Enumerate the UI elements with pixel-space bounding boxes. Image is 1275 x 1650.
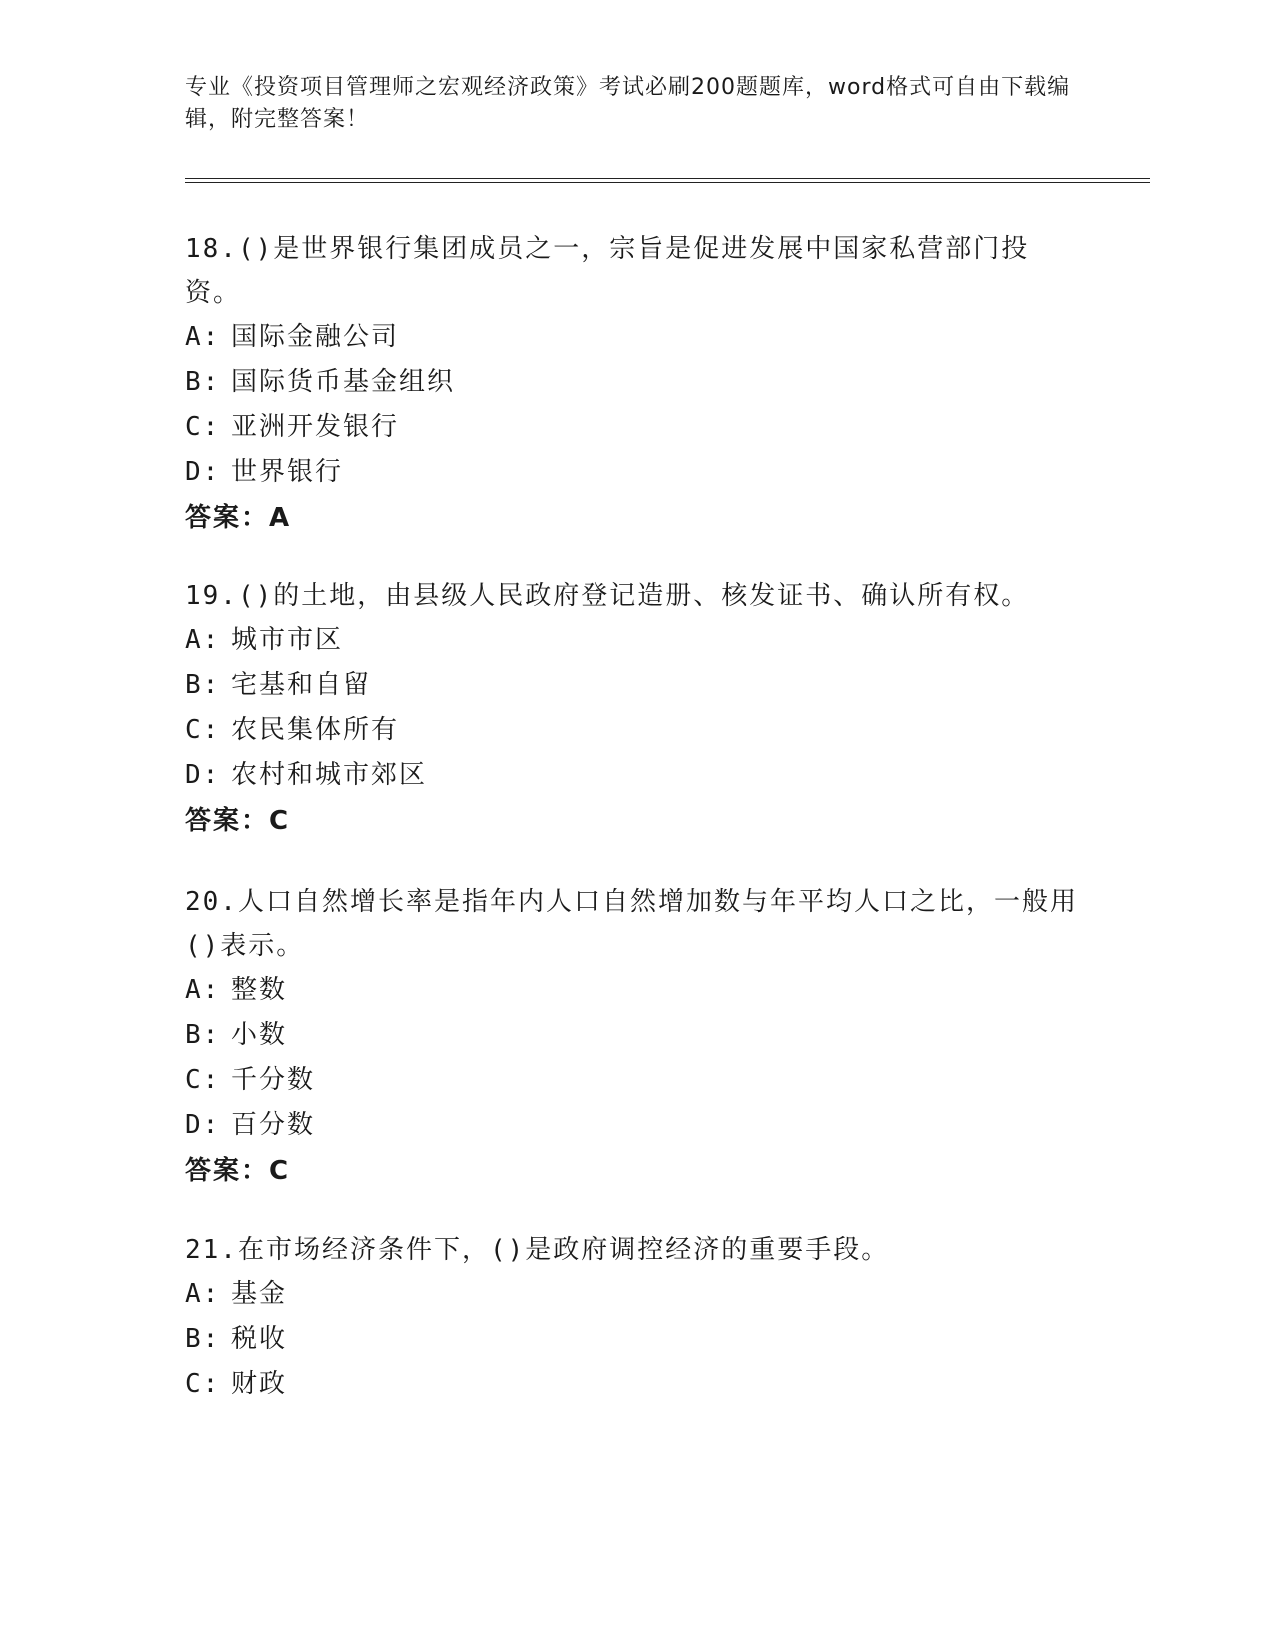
answer-label: 答案： <box>185 1156 270 1186</box>
option-letter: A: <box>185 1279 221 1309</box>
header-divider-bottom <box>185 182 1150 183</box>
option-c <box>185 405 1085 450</box>
option-letter: B: <box>185 367 221 397</box>
option-d <box>185 753 1085 798</box>
answer-value: C <box>269 806 289 836</box>
answer-value: C <box>269 1156 289 1186</box>
answer <box>185 798 1085 844</box>
answer <box>185 1148 1085 1194</box>
document-header: 专业《投资项目管理师之宏观经济政策》考试必刷200题题库，word格式可自由下载编辑，附完整答案！ <box>185 75 1071 132</box>
option-letter: D: <box>185 457 221 487</box>
option-letter: C: <box>185 1369 221 1399</box>
option-letter: C: <box>185 412 221 442</box>
option-text: 百分数 <box>231 1110 316 1140</box>
answer-value: A <box>269 503 290 533</box>
option-letter: B: <box>185 1020 221 1050</box>
option-text: 财政 <box>231 1369 288 1399</box>
option-b <box>185 1317 1085 1362</box>
question-stem: 18.()是世界银行集团成员之一，宗旨是促进发展中国家私营部门投资。 <box>185 234 1030 308</box>
header-divider-top <box>185 178 1150 179</box>
option-letter: C: <box>185 715 221 745</box>
option-c <box>185 708 1085 753</box>
question-19 <box>185 574 1085 844</box>
option-text: 整数 <box>231 975 288 1005</box>
option-letter: D: <box>185 760 221 790</box>
question-stem: 19.()的土地，由县级人民政府登记造册、核发证书、确认所有权。 <box>185 581 1030 611</box>
option-letter: B: <box>185 1324 221 1354</box>
option-c <box>185 1362 1085 1407</box>
option-letter: A: <box>185 322 221 352</box>
option-text: 千分数 <box>231 1065 316 1095</box>
option-text: 宅基和自留 <box>231 670 372 700</box>
option-text: 税收 <box>231 1324 288 1354</box>
option-a <box>185 315 1085 360</box>
option-text: 基金 <box>231 1279 288 1309</box>
option-letter: D: <box>185 1110 221 1140</box>
option-b <box>185 1013 1085 1058</box>
option-text: 国际金融公司 <box>231 322 400 352</box>
question-stem: 20.人口自然增长率是指年内人口自然增加数与年平均人口之比，一般用()表示。 <box>185 887 1078 961</box>
option-text: 农民集体所有 <box>231 715 400 745</box>
question-21 <box>185 1228 1085 1407</box>
option-a <box>185 1272 1085 1317</box>
question-stem: 21.在市场经济条件下，()是政府调控经济的重要手段。 <box>185 1235 890 1265</box>
question-20 <box>185 880 1085 1194</box>
option-letter: A: <box>185 625 221 655</box>
option-letter: C: <box>185 1065 221 1095</box>
option-b <box>185 663 1085 708</box>
option-a <box>185 618 1085 663</box>
answer <box>185 495 1085 541</box>
option-text: 国际货币基金组织 <box>231 367 456 397</box>
option-d <box>185 1103 1085 1148</box>
answer-label: 答案： <box>185 806 270 836</box>
option-letter: B: <box>185 670 221 700</box>
option-d <box>185 450 1085 495</box>
option-a <box>185 968 1085 1013</box>
option-text: 小数 <box>231 1020 288 1050</box>
answer-label: 答案： <box>185 503 270 533</box>
option-text: 农村和城市郊区 <box>231 760 428 790</box>
option-text: 亚洲开发银行 <box>231 412 400 442</box>
option-letter: A: <box>185 975 221 1005</box>
option-b <box>185 360 1085 405</box>
option-text: 世界银行 <box>231 457 344 487</box>
question-18 <box>185 227 1085 541</box>
option-text: 城市市区 <box>231 625 344 655</box>
option-c <box>185 1058 1085 1103</box>
